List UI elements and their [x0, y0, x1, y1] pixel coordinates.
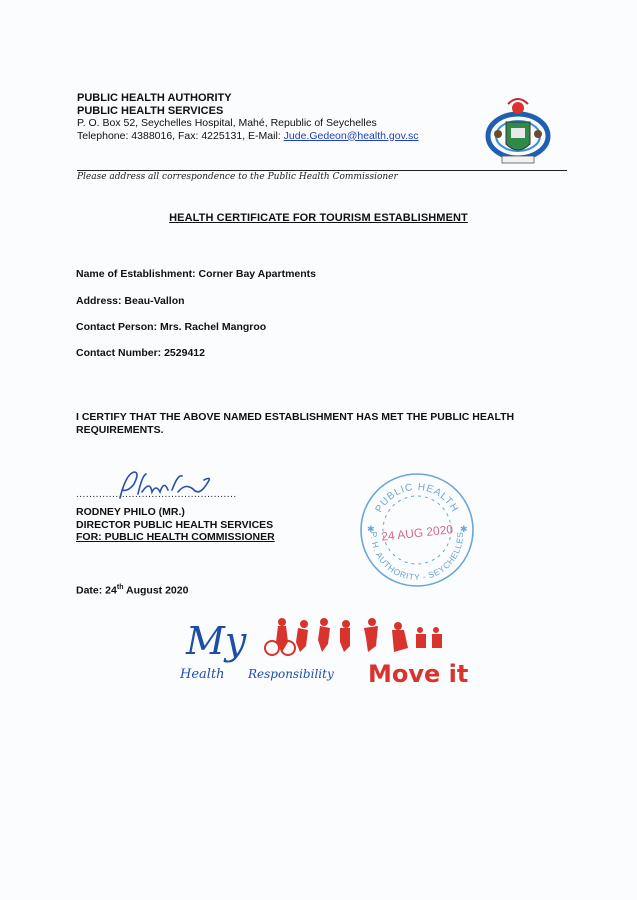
active-figures-icon [276, 618, 442, 652]
logo-responsibility-text: Responsibility [248, 667, 334, 681]
campaign-logo [178, 612, 468, 694]
stamp-date: 24 AUG 2020 [380, 522, 454, 544]
stamp-bottom-text: P. H. AUTHORITY - SEYCHELLES [368, 531, 466, 582]
header-divider [77, 170, 567, 171]
date-rest: August 2020 [123, 584, 189, 597]
stamp-top-text: PUBLIC HEALTH [373, 481, 461, 515]
signatory-name: RODNEY PHILO (MR.) [76, 506, 185, 518]
correspondence-note: Please address all correspondence to the Public Health Commissioner [77, 172, 398, 182]
org-name-line2: PUBLIC HEALTH SERVICES [77, 104, 224, 117]
establishment-name: Name of Establishment: Corner Bay Apartments [76, 268, 316, 280]
official-stamp-icon [357, 470, 477, 590]
logo-move-it-text: Move it [368, 660, 468, 688]
email-link[interactable]: Jude.Gedeon@health.gov.sc [283, 129, 419, 142]
certification-statement: I CERTIFY THAT THE ABOVE NAMED ESTABLISHMENT HAS MET THE PUBLIC HEALTH REQUIREMENTS. [76, 411, 515, 436]
org-contact [77, 130, 418, 143]
svg-text:PUBLIC HEALTH [374, 482, 461, 515]
svg-text:✱: ✱ [460, 524, 468, 534]
svg-text:✱: ✱ [367, 524, 375, 534]
logo-health-text: Health [180, 667, 225, 682]
certificate-title: HEALTH CERTIFICATE FOR TOURISM ESTABLISHMENT [169, 212, 468, 224]
contact-prefix: Telephone: 4388016, Fax: 4225131, E-Mail: [77, 129, 284, 142]
signatory-block [76, 506, 275, 544]
signatory-position: DIRECTOR PUBLIC HEALTH SERVICES [76, 518, 274, 531]
seychelles-coat-of-arms-icon [484, 92, 552, 170]
signatory-for: FOR: PUBLIC HEALTH COMMISSIONER [76, 531, 275, 543]
letterhead [77, 92, 418, 142]
org-address: P. O. Box 52, Seychelles Hospital, Mahé, Republic of Seychelles [77, 117, 377, 129]
contact-person: Contact Person: Mrs. Rachel Mangroo [76, 321, 267, 333]
org-name-line1: PUBLIC HEALTH AUTHORITY [77, 92, 232, 104]
signature-line: ................................................. [76, 489, 237, 500]
certificate-date [76, 584, 188, 597]
logo-my-text: My [186, 619, 247, 663]
establishment-address: Address: Beau-Vallon [76, 295, 185, 307]
contact-number: Contact Number: 2529412 [76, 347, 205, 359]
date-prefix: Date: 24 [76, 584, 117, 597]
date-suffix: th [116, 584, 124, 591]
